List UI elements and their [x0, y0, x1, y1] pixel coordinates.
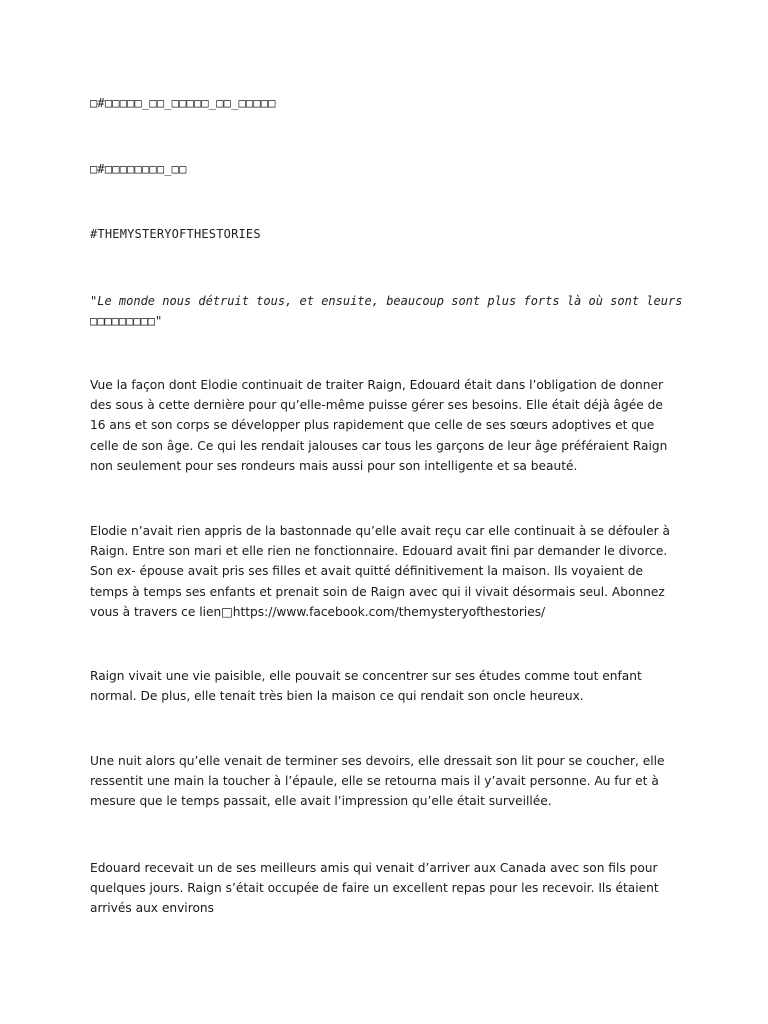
- paragraph-4: Une nuit alors qu’elle venait de terminer ses devoirs, elle dressait son lit pour se coucher, elle ressentit une main la toucher à l’épaule, elle se retourna mais il y’avait personne. Au fur et à mesure que le temps passait, elle avait l’impression qu’elle était surveillée.: [90, 754, 665, 809]
- paragraph-1: Vue la façon dont Elodie continuait de traiter Raign, Edouard était dans l’obligation de donner des sous à cette dernière pour qu’elle-même puisse gérer ses besoins. Elle était déjà âgée de 16 ans et son corps se développer plus rapidement que celle de ses sœurs adoptives et que celle de son âge. Ce qui les rendait jalouses car tous les garçons de leur âge préféraient Raign non seulement pour ses rondeurs mais aussi pour son intelligente et sa beauté.: [90, 378, 668, 473]
- epigraph-quote: "Le monde nous détruit tous, et ensuite, beaucoup sont plus forts là où sont leurs □□□□□□□□□": [90, 294, 683, 328]
- hashtag-heading: #THEMYSTERYOFTHESTORIES: [90, 227, 261, 241]
- header-line-1: □#□□□□□_□□_□□□□□_□□_□□□□□: [90, 96, 276, 110]
- paragraph-5: Edouard recevait un de ses meilleurs amis qui venait d’arriver aux Canada avec son fils pour quelques jours. Raign s’était occupée de faire un excellent repas pour les recevoir. Ils étaient arrivés aux environs: [90, 861, 659, 916]
- paragraph-2: Elodie n’avait rien appris de la bastonnade qu’elle avait reçu car elle continuait à se défouler à Raign. Entre son mari et elle rien ne fonctionnaire. Edouard avait fini par demander le divorce. Son ex- épouse avait pris ses filles et avait quitté définitivement la maison. Ils voyaient de temps à temps ses enfants et prenait soin de Raign avec qui il vivait désormais seul. Abonnez vous à travers ce lien□https://www.facebook.com/themysteryofthestories/: [90, 524, 670, 619]
- header-line-2: □#□□□□□□□□_□□: [90, 162, 187, 176]
- paragraph-3: Raign vivait une vie paisible, elle pouvait se concentrer sur ses études comme tout enfant normal. De plus, elle tenait très bien la maison ce qui rendait son oncle heureux.: [90, 669, 642, 704]
